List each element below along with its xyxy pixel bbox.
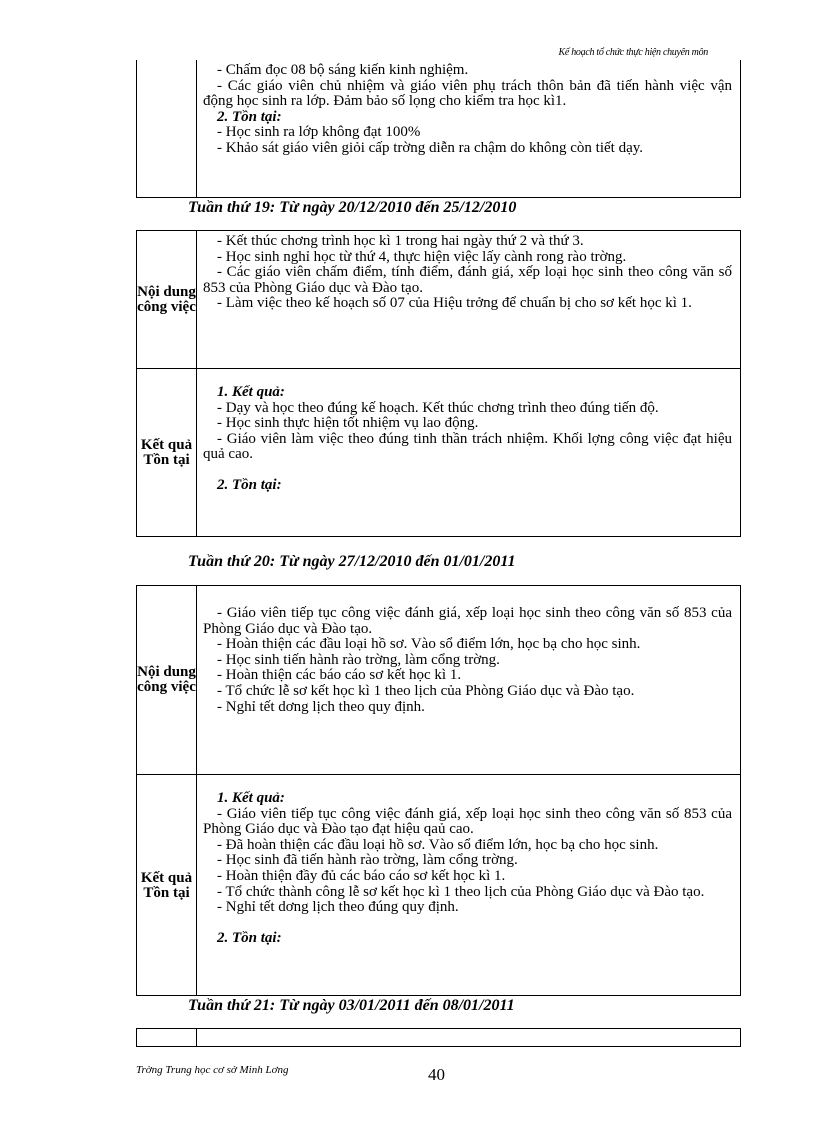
- week-21-table: [136, 1028, 741, 1047]
- week-20-title: Tuần thứ 20: Từ ngày 27/12/2010 đến 01/01/2011: [188, 553, 516, 570]
- list-item: - Nghỉ tết dơng lịch theo đúng quy định.: [217, 899, 459, 916]
- week-21-row: [137, 1029, 740, 1046]
- list-item: - Học sinh đã tiến hành rào trờng, làm cổng trờng.: [217, 852, 518, 869]
- section-heading: 2. Tồn tại:: [217, 929, 282, 946]
- list-item: - Đã hoàn thiện các đầu loại hồ sơ. Vào sổ điểm lớn, học bạ cho học sinh.: [217, 836, 659, 853]
- week-19-noidung-row: [137, 231, 740, 368]
- noidung-label: Nội dung công việc: [137, 231, 197, 368]
- list-item: - Học sinh ra lớp không đạt 100%: [217, 124, 421, 141]
- week-20-ketqua-row: [137, 774, 740, 996]
- noidung-content: [203, 234, 732, 368]
- list-item: - Các giáo viên chủ nhiệm và giáo viên phụ trách thôn bản đã tiến hành việc vận động học sinh ra lớp. Đảm bảo số lọng cho kiểm tra học kì1.: [203, 77, 732, 110]
- list-item: - Học sinh tiến hành rào trờng, làm cổng trờng.: [217, 651, 500, 668]
- page-header: Kế hoạch tổ chức thực hiện chuyên môn: [558, 47, 708, 58]
- continuation-table: [136, 60, 741, 198]
- list-item: - Làm việc theo kế hoạch số 07 của Hiệu trởng để chuẩn bị cho sơ kết học kì 1.: [217, 295, 692, 312]
- week-19-ketqua-row: [137, 368, 740, 536]
- list-item: - Giáo viên tiếp tục công việc đánh giá, xếp loại học sinh theo công văn số 853 của Phòng Giáo dục và Đào tạo.: [203, 606, 732, 637]
- list-item: - Dạy và học theo đúng kế hoạch. Kết thúc chơng trình theo đúng tiến độ.: [217, 399, 659, 416]
- footer-school: Trờng Trung học cơ sở Minh Lơng: [136, 1064, 289, 1076]
- week-19-table: [136, 230, 741, 537]
- list-item: - Tổ chức lễ sơ kết học kì 1 theo lịch của Phòng Giáo dục và Đào tạo.: [217, 682, 635, 699]
- week-20-table: [136, 585, 741, 996]
- list-item: - Tổ chức thành công lễ sơ kết học kì 1 theo lịch của Phòng Giáo dục và Đào tạo.: [217, 883, 705, 900]
- continuation-content: [203, 63, 732, 197]
- list-item: - Giáo viên làm việc theo đúng tinh thần trách nhiệm. Khối lợng công việc đạt hiệu quả cao.: [203, 430, 732, 463]
- page-number: 40: [428, 1065, 445, 1084]
- section-heading: 2. Tồn tại:: [217, 476, 282, 493]
- section-heading: 2. Tồn tại:: [217, 108, 282, 125]
- list-item: - Học sinh nghỉ học từ thứ 4, thực hiện việc lấy cành rong rào trờng.: [217, 248, 627, 265]
- list-item: - Khảo sát giáo viên giỏi cấp trờng diễn ra chậm do không còn tiết dạy.: [217, 139, 644, 156]
- list-item: - Hoàn thiện đầy đủ các báo cáo sơ kết học kì 1.: [217, 867, 506, 884]
- list-item: - Giáo viên tiếp tục công việc đánh giá, xếp loại học sinh theo công văn số 853 của Phòng Giáo dục và Đào tạo đạt hiệu qaủ cao.: [203, 805, 732, 838]
- ketqua-content: [203, 385, 732, 536]
- section-heading: 1. Kết quả:: [217, 791, 285, 806]
- list-item: - Các giáo viên chấm điểm, tính điểm, đánh giá, xếp loại học sinh theo công văn số 853 của Phòng Giáo dục và Đào tạo.: [203, 264, 732, 296]
- list-item: - Học sinh thực hiện tốt nhiệm vụ lao động.: [217, 415, 479, 432]
- list-item: - Chấm đọc 08 bộ sáng kiến kinh nghiệm.: [217, 63, 469, 78]
- week-21-left-cell: [137, 1029, 197, 1046]
- list-item: - Hoàn thiện các đầu loại hồ sơ. Vào sổ điểm lớn, học bạ cho học sinh.: [217, 636, 641, 653]
- list-item: - Hoàn thiện các báo cáo sơ kết học kì 1.: [217, 667, 462, 684]
- continuation-left-cell: [137, 60, 197, 197]
- ketqua-label: Kết quả Tồn tại: [137, 369, 197, 536]
- week-20-noidung-row: [137, 586, 740, 774]
- noidung-label: Nội dung công việc: [137, 586, 197, 774]
- ketqua-label: Kết quả Tồn tại: [137, 775, 197, 996]
- continuation-row: [137, 60, 740, 197]
- noidung-content: [203, 606, 732, 774]
- ketqua-content: [203, 791, 732, 996]
- list-item: - Kết thúc chơng trình học kì 1 trong hai ngày thứ 2 và thứ 3.: [217, 234, 584, 249]
- week-19-title: Tuần thứ 19: Từ ngày 20/12/2010 đến 25/12/2010: [188, 199, 517, 216]
- section-heading: 1. Kết quả:: [217, 385, 285, 400]
- list-item: - Nghỉ tết dơng lịch theo quy định.: [217, 698, 425, 715]
- week-21-title: Tuần thứ 21: Từ ngày 03/01/2011 đến 08/01/2011: [188, 997, 515, 1014]
